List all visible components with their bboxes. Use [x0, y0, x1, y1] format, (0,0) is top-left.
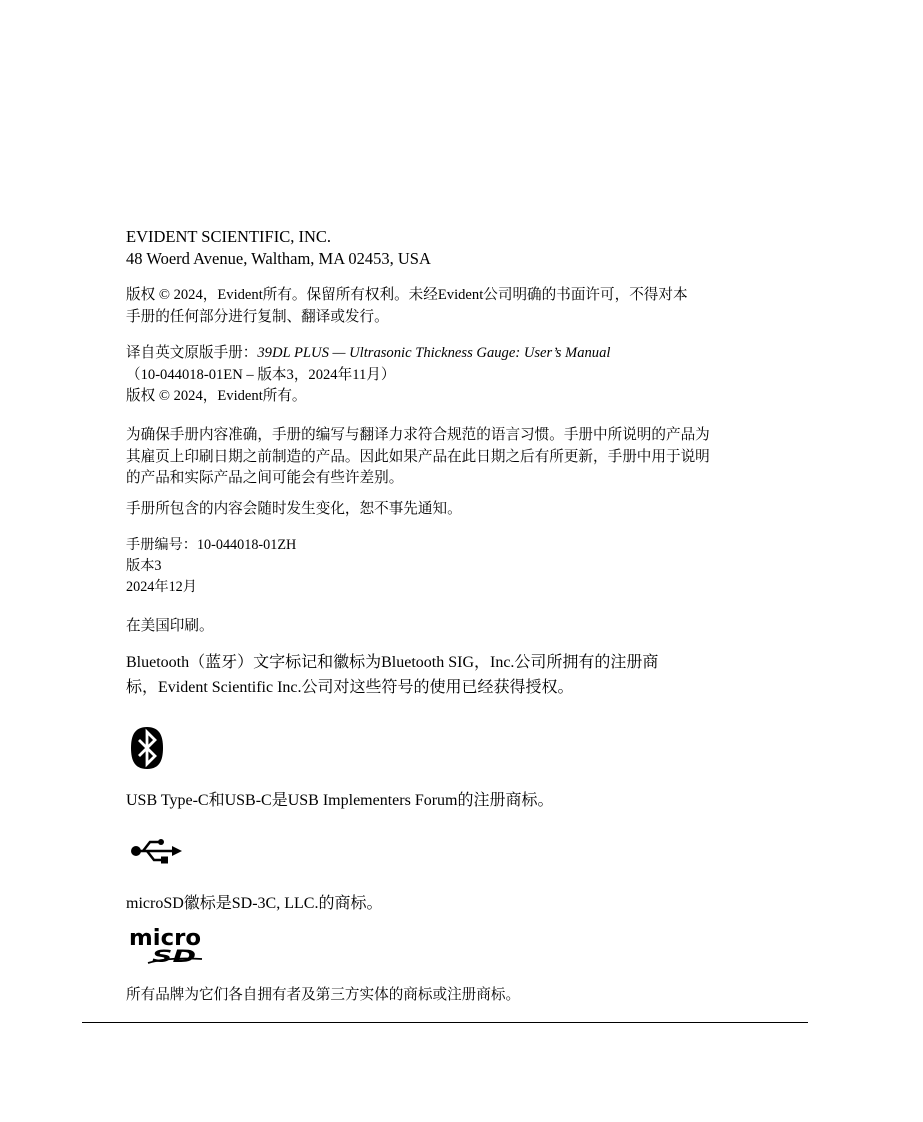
- translation-copyright: 版权 © 2024，Evident所有。: [126, 388, 307, 404]
- accuracy-line-1: 为确保手册内容准确，手册的编写与翻译力求符合规范的语言习惯。手册中所说明的产品为: [126, 427, 710, 443]
- svg-text:SD: SD: [152, 947, 196, 965]
- translation-source: [126, 343, 610, 365]
- svg-text:micro: micro: [129, 926, 201, 951]
- manual-info: [126, 535, 296, 598]
- accuracy-paragraph: [126, 425, 710, 490]
- usb-trademark: USB Type-C和USB-C是USB Implementers Forum的注册商标。: [126, 792, 554, 809]
- company-name: EVIDENT SCIENTIFIC, INC.: [126, 227, 332, 246]
- copyright-paragraph: [126, 285, 688, 328]
- bluetooth-trademark: [126, 651, 658, 700]
- all-trademarks-notice: 所有品牌为它们各自拥有者及第三方实体的商标或注册商标。: [126, 987, 521, 1003]
- company-info: [126, 226, 431, 270]
- translation-prefix: 译自英文原版手册：: [126, 345, 258, 361]
- change-notice: 手册所包含的内容会随时发生变化，恕不事先通知。: [126, 501, 462, 517]
- copyright-line-1: 版权 © 2024，Evident所有。保留所有权利。未经Evident公司明确的书面许可，不得对本: [126, 287, 688, 303]
- manual-number: 手册编号：10-044018-01ZH: [126, 537, 297, 553]
- microsd-trademark: microSD徽标是SD-3C, LLC.的商标。: [126, 895, 383, 912]
- bluetooth-icon: [129, 726, 165, 775]
- bluetooth-line-1: Bluetooth（蓝牙）文字标记和徽标为Bluetooth SIG，Inc.公司所拥有的注册商: [126, 654, 659, 671]
- manual-version: 版本3: [126, 558, 162, 574]
- translation-paragraph: [126, 343, 610, 408]
- footer-divider: [82, 1022, 808, 1023]
- usb-icon: [130, 838, 184, 869]
- original-edition: （10-044018-01EN – 版本3，2024年11月）: [126, 366, 396, 383]
- accuracy-line-3: 的产品和实际产品之间可能会有些许差别。: [126, 470, 404, 486]
- company-address: 48 Woerd Avenue, Waltham, MA 02453, USA: [126, 249, 431, 268]
- printed-in-usa: 在美国印刷。: [126, 618, 214, 634]
- copyright-line-2: 手册的任何部分进行复制、翻译或发行。: [126, 308, 389, 325]
- microsd-icon: [128, 925, 204, 970]
- accuracy-line-2: 其雇页上印刷日期之前制造的产品。因此如果产品在此日期之后有所更新，手册中用于说明: [126, 448, 710, 465]
- original-manual-title: 39DL PLUS — Ultrasonic Thickness Gauge: User’s Manual: [257, 345, 611, 361]
- bluetooth-line-2: 标，Evident Scientific Inc.公司对这些符号的使用已经获得授权。: [126, 678, 574, 696]
- manual-date: 2024年12月: [126, 579, 197, 595]
